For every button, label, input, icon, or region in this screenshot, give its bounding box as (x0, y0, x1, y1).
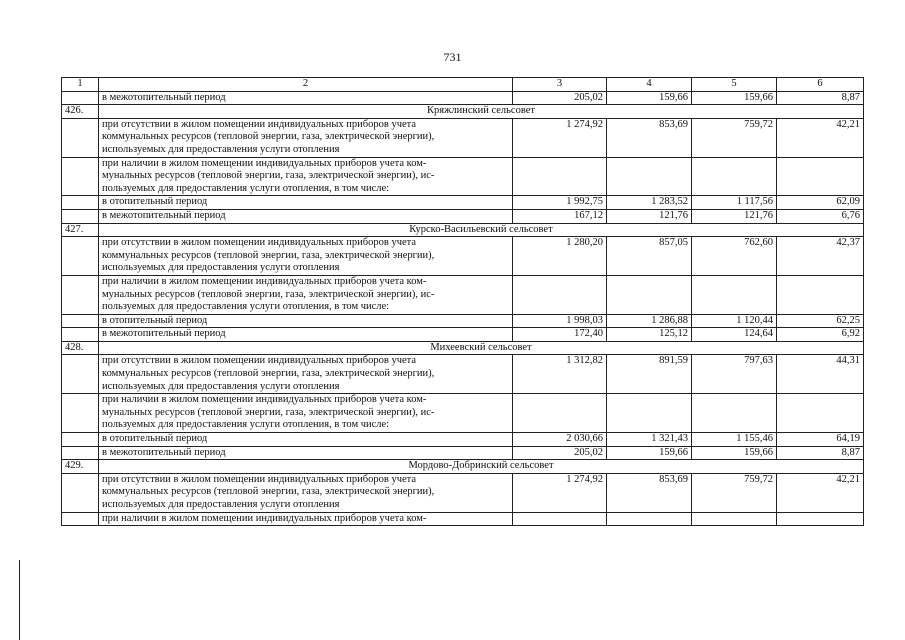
row-number (62, 512, 99, 526)
description-line: коммунальных ресурсов (тепловой энергии, газа, электрической энергии), (102, 368, 435, 380)
table-body (62, 78, 864, 526)
row-number: 427. (62, 223, 99, 237)
value-cell: 124,64 (692, 328, 777, 342)
value-cell: 1 274,92 (513, 473, 607, 512)
value-cell: 205,02 (513, 91, 607, 105)
table-row (62, 328, 864, 342)
table-row (62, 157, 864, 196)
row-number (62, 209, 99, 223)
description-line: мунальных ресурсов (тепловой энергии, газа, электрической энергии), ис- (102, 170, 435, 182)
value-cell: 762,60 (692, 237, 777, 276)
section-row (62, 223, 864, 237)
value-cell: 1 274,92 (513, 118, 607, 157)
row-description (99, 394, 513, 433)
section-title: Мордово-Добринский сельсовет (99, 460, 864, 474)
row-number: 426. (62, 105, 99, 119)
row-description (99, 512, 513, 526)
description-line: при отсутствии в жилом помещении индивидуальных приборов учета (102, 118, 417, 130)
value-cell (692, 275, 777, 314)
row-number (62, 446, 99, 460)
value-cell: 42,37 (777, 237, 864, 276)
row-number (62, 355, 99, 394)
row-description (99, 196, 513, 210)
section-title: Михеевский сельсовет (99, 341, 864, 355)
section-title: Кряжлинский сельсовет (99, 105, 864, 119)
value-cell: 1 283,52 (607, 196, 692, 210)
column-header: 5 (692, 78, 777, 92)
margin-rule (19, 560, 20, 640)
description-line: пользуемых для предоставления услуги отопления, в том числе: (102, 301, 390, 313)
row-number: 429. (62, 460, 99, 474)
value-cell: 853,69 (607, 118, 692, 157)
row-number (62, 91, 99, 105)
value-cell: 1 280,20 (513, 237, 607, 276)
value-cell (692, 512, 777, 526)
description-line: в межотопительный период (102, 91, 226, 103)
table-row (62, 394, 864, 433)
value-cell: 8,87 (777, 446, 864, 460)
value-cell: 891,59 (607, 355, 692, 394)
row-description (99, 118, 513, 157)
value-cell (607, 275, 692, 314)
value-cell (777, 157, 864, 196)
row-number: 428. (62, 341, 99, 355)
column-header: 3 (513, 78, 607, 92)
description-line: мунальных ресурсов (тепловой энергии, газа, электрической энергии), ис- (102, 288, 435, 300)
column-header: 4 (607, 78, 692, 92)
description-line: при наличии в жилом помещении индивидуальных приборов учета ком- (102, 157, 427, 169)
description-line: при наличии в жилом помещении индивидуальных приборов учета ком- (102, 275, 427, 287)
row-description (99, 314, 513, 328)
description-line: мунальных ресурсов (тепловой энергии, газа, электрической энергии), ис- (102, 406, 435, 418)
row-description (99, 237, 513, 276)
row-description (99, 209, 513, 223)
row-number (62, 157, 99, 196)
value-cell (607, 157, 692, 196)
row-description (99, 275, 513, 314)
value-cell: 172,40 (513, 328, 607, 342)
row-number (62, 433, 99, 447)
value-cell: 1 312,82 (513, 355, 607, 394)
value-cell: 1 286,88 (607, 314, 692, 328)
description-line: при наличии в жилом помещении индивидуальных приборов учета ком- (102, 512, 427, 524)
value-cell (777, 394, 864, 433)
description-line: используемых для предоставления услуги отопления (102, 143, 340, 155)
table-row (62, 209, 864, 223)
section-row (62, 105, 864, 119)
column-header: 1 (62, 78, 99, 92)
description-line: в отопительный период (102, 433, 208, 445)
row-number (62, 314, 99, 328)
value-cell: 64,19 (777, 433, 864, 447)
value-cell: 62,09 (777, 196, 864, 210)
row-number (62, 394, 99, 433)
column-header: 6 (777, 78, 864, 92)
value-cell: 159,66 (607, 446, 692, 460)
value-cell: 125,12 (607, 328, 692, 342)
value-cell: 1 120,44 (692, 314, 777, 328)
section-row (62, 341, 864, 355)
value-cell: 1 117,56 (692, 196, 777, 210)
description-line: при отсутствии в жилом помещении индивидуальных приборов учета (102, 355, 417, 367)
value-cell: 1 155,46 (692, 433, 777, 447)
value-cell: 42,21 (777, 118, 864, 157)
description-line: используемых для предоставления услуги отопления (102, 262, 340, 274)
description-line: пользуемых для предоставления услуги отопления, в том числе: (102, 182, 390, 194)
row-description (99, 473, 513, 512)
value-cell: 62,25 (777, 314, 864, 328)
value-cell (692, 394, 777, 433)
value-cell: 42,21 (777, 473, 864, 512)
value-cell (607, 394, 692, 433)
table-row (62, 473, 864, 512)
description-line: коммунальных ресурсов (тепловой энергии, газа, электрической энергии), (102, 131, 435, 143)
table-row (62, 118, 864, 157)
value-cell: 759,72 (692, 473, 777, 512)
row-number (62, 328, 99, 342)
value-cell: 1 992,75 (513, 196, 607, 210)
value-cell: 159,66 (692, 91, 777, 105)
row-number (62, 473, 99, 512)
table-row (62, 314, 864, 328)
value-cell: 121,76 (692, 209, 777, 223)
value-cell: 857,05 (607, 237, 692, 276)
row-description (99, 355, 513, 394)
value-cell (513, 512, 607, 526)
description-line: в отопительный период (102, 314, 208, 326)
value-cell: 205,02 (513, 446, 607, 460)
value-cell (692, 157, 777, 196)
table-row (62, 196, 864, 210)
value-cell (777, 275, 864, 314)
value-cell: 159,66 (607, 91, 692, 105)
description-line: в межотопительный период (102, 328, 226, 340)
section-row (62, 460, 864, 474)
description-line: в межотопительный период (102, 209, 226, 221)
value-cell: 1 321,43 (607, 433, 692, 447)
row-description (99, 157, 513, 196)
section-title: Курско-Васильевский сельсовет (99, 223, 864, 237)
value-cell (513, 157, 607, 196)
description-line: используемых для предоставления услуги отопления (102, 380, 340, 392)
value-cell: 2 030,66 (513, 433, 607, 447)
description-line: коммунальных ресурсов (тепловой энергии, газа, электрической энергии), (102, 486, 435, 498)
table-row (62, 355, 864, 394)
description-line: коммунальных ресурсов (тепловой энергии, газа, электрической энергии), (102, 249, 435, 261)
row-number (62, 196, 99, 210)
row-description (99, 328, 513, 342)
table-row (62, 91, 864, 105)
page-number: 731 (443, 50, 462, 64)
table-row (62, 512, 864, 526)
value-cell: 121,76 (607, 209, 692, 223)
description-line: в отопительный период (102, 196, 208, 208)
row-number (62, 237, 99, 276)
table-header-row (62, 78, 864, 92)
row-description (99, 91, 513, 105)
row-number (62, 275, 99, 314)
value-cell: 1 998,03 (513, 314, 607, 328)
table-row (62, 237, 864, 276)
description-line: используемых для предоставления услуги отопления (102, 499, 340, 510)
row-number (62, 118, 99, 157)
description-line: при наличии в жилом помещении индивидуальных приборов учета ком- (102, 394, 427, 406)
column-header: 2 (99, 78, 513, 92)
value-cell (777, 512, 864, 526)
value-cell (513, 275, 607, 314)
value-cell: 44,31 (777, 355, 864, 394)
description-line: в межотопительный период (102, 446, 226, 458)
table-row (62, 446, 864, 460)
value-cell (513, 394, 607, 433)
value-cell: 6,92 (777, 328, 864, 342)
description-line: пользуемых для предоставления услуги отопления, в том числе: (102, 419, 390, 431)
value-cell: 759,72 (692, 118, 777, 157)
value-cell: 167,12 (513, 209, 607, 223)
description-line: при отсутствии в жилом помещении индивидуальных приборов учета (102, 237, 417, 249)
value-cell: 797,63 (692, 355, 777, 394)
tariff-table (61, 77, 864, 526)
row-description (99, 446, 513, 460)
description-line: при отсутствии в жилом помещении индивидуальных приборов учета (102, 473, 417, 485)
value-cell: 8,87 (777, 91, 864, 105)
row-description (99, 433, 513, 447)
value-cell (607, 512, 692, 526)
table-row (62, 433, 864, 447)
value-cell: 853,69 (607, 473, 692, 512)
table-row (62, 275, 864, 314)
value-cell: 159,66 (692, 446, 777, 460)
value-cell: 6,76 (777, 209, 864, 223)
